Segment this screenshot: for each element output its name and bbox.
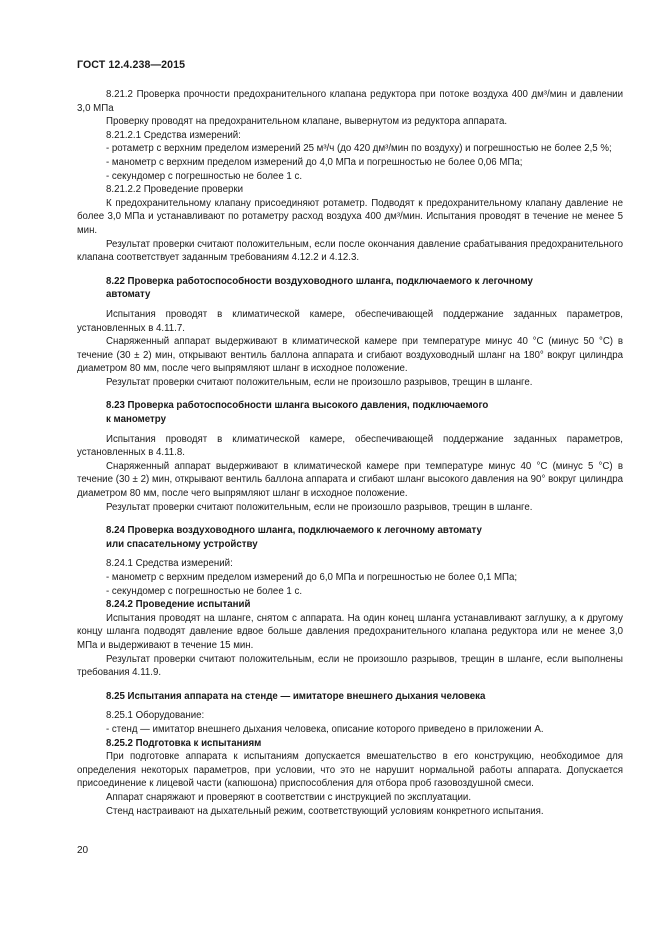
heading-line: 8.22 Проверка работоспособности воздуховодного шланга, подключаемого к легочному (106, 275, 533, 287)
paragraph: Испытания проводят в климатической камере, обеспечивающей поддержание заданных параметров, установленных в 4.11.7. (77, 308, 623, 334)
heading-line: 8.23 Проверка работоспособности шланга высокого давления, подключаемого (106, 400, 489, 412)
paragraph: Результат проверки считают положительным, если не произошло разрывов, трещин в шланге. (106, 376, 533, 388)
paragraph: Аппарат снаряжают и проверяют в соответствии с инструкцией по эксплуатации. (106, 791, 472, 803)
page-number: 20 (77, 845, 89, 856)
heading-line: или спасательному устройству (106, 538, 258, 550)
heading-line: автомату (106, 289, 151, 301)
list-item: - секундомер с погрешностью не более 1 с. (106, 170, 303, 182)
clause-8-24-1: 8.24.1 Средства измерений: (106, 558, 233, 570)
section-heading-8-24 (77, 524, 623, 551)
paragraph: Испытания проводят в климатической камере, обеспечивающей поддержание заданных параметров, установленных в 4.11.8. (77, 433, 623, 459)
paragraph: К предохранительному клапану присоединяют ротаметр. Подводят к предохранительному клапану давление не более 3,0 МПа и устанавливают по ротаметру расход воздуха 400 дм³/мин. Испытания проводят в течение не менее 5 мин. (77, 197, 623, 236)
paragraph: Снаряженный аппарат выдерживают в климатической камере при температуре минус 40 °С (минус 50 °С) в течение (30 ± 2) мин, открывают вентиль баллона аппарата и сгибают воздуховодный шланг на 180° вокруг цилиндра диаметром 80 мм, после чего выпрямляют шланг в исходное положение. (77, 336, 623, 375)
paragraph: Стенд настраивают на дыхательный режим, соответствующий условиям конкретного испытания. (106, 805, 544, 817)
list-item: - манометр с верхним пределом измерений до 4,0 МПа и погрешностью не более 0,06 МПа; (106, 156, 523, 168)
paragraph: Испытания проводят на шланге, снятом с аппарата. На один конец шланга устанавливают заглушку, а к другому концу шланга подводят давление вдвое больше давления предохранительного клапана редуктора или не менее 3,0 МПа и выдерживают в течение 15 мин. (77, 612, 623, 651)
paragraph: Результат проверки считают положительным, если после окончания давление срабатывания предохранительного клапана соответствует заданным требованиям 4.12.2 и 4.12.3. (77, 238, 623, 264)
list-item: - секундомер с погрешностью не более 1 с. (106, 585, 303, 597)
paragraph: Проверку проводят на предохранительном клапане, вывернутом из редуктора аппарата. (106, 116, 508, 128)
list-item: - стенд — имитатор внешнего дыхания человека, описание которого приведено в приложении А. (106, 723, 544, 735)
clause-8-21-2-title: 8.21.2 Проверка прочности предохранительного клапана редуктора при потоке воздуха 400 дм³/мин и давлении 3,0 МПа (77, 89, 623, 114)
heading-line: к манометру (106, 414, 166, 426)
clause-8-21-2-1: 8.21.2.1 Средства измерений: (106, 129, 241, 141)
section-heading-8-25: 8.25 Испытания аппарата на стенде — имитаторе внешнего дыхания человека (106, 690, 486, 702)
page-body (77, 88, 623, 818)
section-heading-8-23 (77, 399, 623, 426)
clause-8-25-2: 8.25.2 Подготовка к испытаниям (106, 737, 262, 749)
heading-line: 8.24 Проверка воздуховодного шланга, подключаемого к легочному автомату (106, 525, 482, 537)
section-heading-8-22 (77, 275, 623, 302)
clause-8-25-1: 8.25.1 Оборудование: (106, 710, 205, 722)
paragraph: Снаряженный аппарат выдерживают в климатической камере при температуре минус 40 °С (минус 5 °С) в течение (30 ± 2) мин, открывают вентиль баллона аппарата и сгибают шланг высокого давления на 90° вокруг цилиндра диаметром 80 мм, после чего выпрямляют шланг в исходное положение. (77, 460, 623, 500)
list-item: - манометр с верхним пределом измерений до 6,0 МПа и погрешностью не более 0,1 МПа; (106, 572, 518, 583)
list-item: - ротаметр с верхним пределом измерений 25 м³/ч (до 420 дм³/мин по воздуху) и погрешностью не более 2,5 %; (106, 143, 612, 155)
paragraph: Результат проверки считают положительным, если не произошло разрывов, трещин в шланге. (106, 501, 533, 513)
paragraph: При подготовке аппарата к испытаниям допускается вмешательство в его конструкцию, необходимое для определения некоторых параметров, при условии, что это не нарушит нормальной работы аппарата. Допускается присоединение к лицевой части (капюшона) приспособления для отбора проб газовоздушной смеси. (77, 751, 623, 790)
paragraph: Результат проверки считают положительным, если не произошло разрывов, трещин в шланге, если выполнены требования 4.11.9. (77, 653, 623, 679)
clause-8-24-2: 8.24.2 Проведение испытаний (106, 599, 251, 611)
document-code-header: ГОСТ 12.4.238—2015 (77, 59, 186, 71)
clause-8-21-2-2: 8.21.2.2 Проведение проверки (106, 184, 244, 196)
